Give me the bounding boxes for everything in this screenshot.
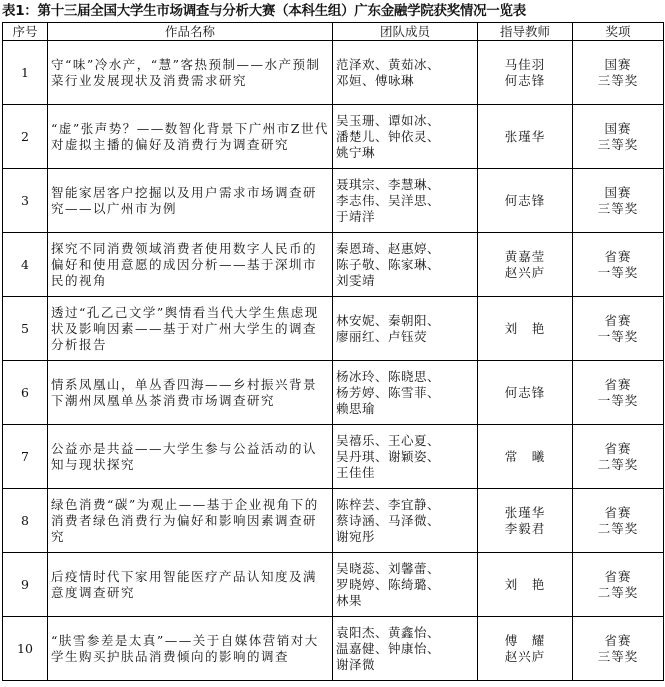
award: 国赛 三等奖 <box>573 41 664 105</box>
row-number: 8 <box>3 489 48 553</box>
row-number: 4 <box>3 233 48 297</box>
advisor: 刘 艳 <box>478 297 573 361</box>
advisor: 张瑾华 李毅君 <box>478 489 573 553</box>
row-number: 2 <box>3 105 48 169</box>
work-title: 绿色消费“碳”为观止——基于企业视角下的消费者绿色消费行为偏好和影响因素调查研究 <box>48 489 333 553</box>
team-members: 聂琪宗、李慧琳、 李志伟、吴洋思、 于靖洋 <box>333 169 478 233</box>
advisor: 黄嘉莹 赵兴庐 <box>478 233 573 297</box>
team-members: 林安妮、秦朝阳、 廖丽红、卢钰荧 <box>333 297 478 361</box>
award: 省赛 一等奖 <box>573 233 664 297</box>
table-row <box>3 617 664 681</box>
team-members: 秦恩琦、赵惠婷、 陈子敬、陈家琳、 刘雯靖 <box>333 233 478 297</box>
table-row <box>3 233 664 297</box>
row-number: 7 <box>3 425 48 489</box>
header-members: 团队成员 <box>333 23 478 41</box>
row-number: 6 <box>3 361 48 425</box>
team-members: 吴禧乐、王心夏、 吴丹琪、谢颖姿、 王佳佳 <box>333 425 478 489</box>
work-title: 公益亦是共益——大学生参与公益活动的认知与现状探究 <box>48 425 333 489</box>
header-no: 序号 <box>3 23 48 41</box>
team-members: 吴玉珊、谭如冰、 潘楚儿、钟依灵、 姚宁琳 <box>333 105 478 169</box>
award: 省赛 三等奖 <box>573 617 664 681</box>
team-members: 杨冰玲、陈晓思、 杨芳婷、陈雪菲、 赖思瑜 <box>333 361 478 425</box>
table-row <box>3 425 664 489</box>
header-title: 作品名称 <box>48 23 333 41</box>
award: 省赛 二等奖 <box>573 553 664 617</box>
award: 国赛 三等奖 <box>573 105 664 169</box>
table-row <box>3 297 664 361</box>
work-title: 智能家居客户挖掘以及用户需求市场调查研究——以广州市为例 <box>48 169 333 233</box>
table-row <box>3 489 664 553</box>
row-number: 3 <box>3 169 48 233</box>
team-members: 吴晓蕊、刘馨蕾、 罗晓婷、陈绮璐、 林果 <box>333 553 478 617</box>
header-advisor: 指导教师 <box>478 23 573 41</box>
award: 省赛 一等奖 <box>573 297 664 361</box>
advisor: 傅 耀 赵兴庐 <box>478 617 573 681</box>
row-number: 9 <box>3 553 48 617</box>
work-title: 探究不同消费领域消费者使用数字人民币的偏好和使用意愿的成因分析——基于深圳市民的视角 <box>48 233 333 297</box>
row-number: 10 <box>3 617 48 681</box>
advisor: 何志锋 <box>478 169 573 233</box>
header-row <box>3 23 664 41</box>
work-title: 透过“孔乙己文学”舆情看当代大学生焦虑现状及影响因素——基于对广州大学生的调查分析报告 <box>48 297 333 361</box>
team-members: 陈梓芸、李宜静、 蔡诗涵、马泽微、 谢宛彤 <box>333 489 478 553</box>
award-table <box>2 22 664 681</box>
advisor: 张瑾华 <box>478 105 573 169</box>
team-members: 袁阳杰、黄鑫怡、 温嘉健、钟康怡、 谢泽微 <box>333 617 478 681</box>
row-number: 5 <box>3 297 48 361</box>
work-title: 守“味”冷水产，“慧”客热预制——水产预制菜行业发展现状及消费需求研究 <box>48 41 333 105</box>
header-award: 奖项 <box>573 23 664 41</box>
row-number: 1 <box>3 41 48 105</box>
table-caption: 表1：第十三届全国大学生市场调查与分析大赛（本科生组）广东金融学院获奖情况一览表 <box>2 3 526 19</box>
advisor: 马佳羽 何志锋 <box>478 41 573 105</box>
team-members: 范泽欢、黄茹冰、 邓姮、傅咏琳 <box>333 41 478 105</box>
work-title: “虚”张声势？——数智化背景下广州市Z世代对虚拟主播的偏好及消费行为调查研究 <box>48 105 333 169</box>
award: 省赛 二等奖 <box>573 489 664 553</box>
award: 省赛 二等奖 <box>573 425 664 489</box>
table-row <box>3 41 664 105</box>
advisor: 何志锋 <box>478 361 573 425</box>
work-title: “肤雪参差是太真”——关于自媒体营销对大学生购买护肤品消费倾向的影响的调查 <box>48 617 333 681</box>
table-row <box>3 553 664 617</box>
work-title: 后疫情时代下家用智能医疗产品认知度及满意度调查研究 <box>48 553 333 617</box>
advisor: 常 曦 <box>478 425 573 489</box>
award: 国赛 三等奖 <box>573 169 664 233</box>
table-row <box>3 361 664 425</box>
table-row <box>3 169 664 233</box>
advisor: 刘 艳 <box>478 553 573 617</box>
table-row <box>3 105 664 169</box>
award: 省赛 一等奖 <box>573 361 664 425</box>
work-title: 情系凤凰山，单丛香四海——乡村振兴背景下潮州凤凰单丛茶消费市场调查研究 <box>48 361 333 425</box>
